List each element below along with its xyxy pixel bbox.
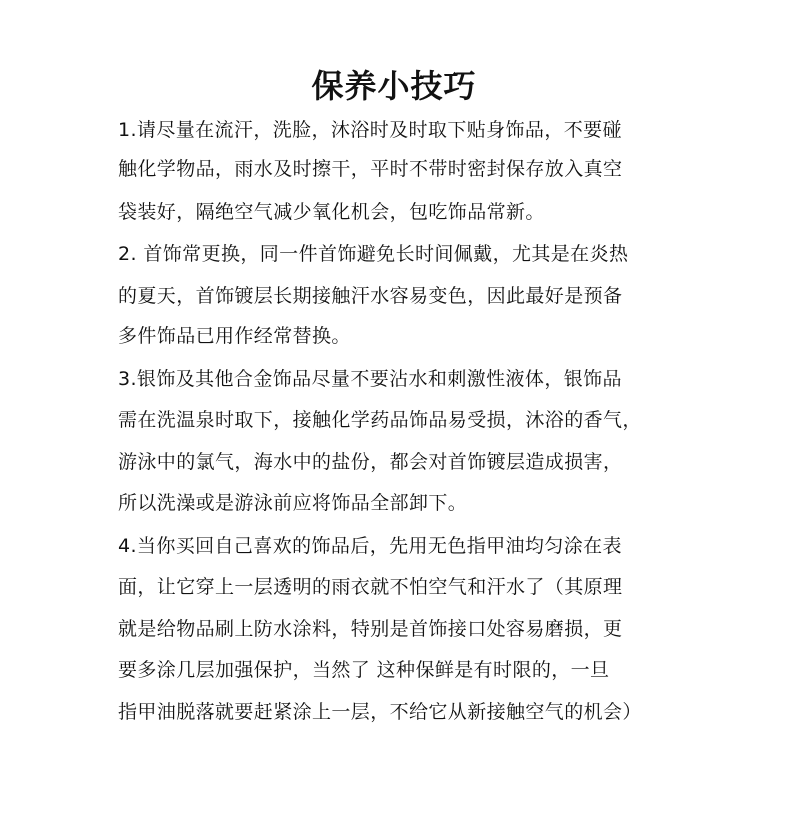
text-line: 的夏天，首饰镀层长期接触汗水容易变色，因此最好是预备 — [118, 285, 623, 307]
text-line: 就是给物品刷上防水涂料，特别是首饰接口处容易磨损，更 — [118, 618, 623, 640]
text-line: 2. 首饰常更换，同一件首饰避免长时间佩戴，尤其是在炎热 — [118, 243, 629, 265]
page-title: 保养小技巧 — [311, 67, 477, 105]
text-line: 1.请尽量在流汗，洗脸，沐浴时及时取下贴身饰品，不要碰 — [118, 119, 622, 141]
text-line: 触化学物品，雨水及时擦干，平时不带时密封保存放入真空 — [118, 158, 623, 180]
text-line: 要多涂几层加强保护，当然了 这种保鲜是有时限的，一旦 — [118, 659, 610, 681]
text-line: 游泳中的氯气，海水中的盐份，都会对首饰镀层造成损害， — [118, 451, 623, 473]
text-line: 所以洗澡或是游泳前应将饰品全部卸下。 — [118, 492, 468, 514]
text-line: 袋装好，隔绝空气减少氧化机会，包吃饰品常新。 — [118, 201, 545, 223]
text-line: 需在洗温泉时取下，接触化学药品饰品易受损，沐浴的香气， — [118, 409, 642, 431]
text-line: 面，让它穿上一层透明的雨衣就不怕空气和汗水了（其原理 — [118, 576, 623, 598]
text-line: 多件饰品已用作经常替换。 — [118, 325, 351, 347]
text-line: 4.当你买回自己喜欢的饰品后，先用无色指甲油均匀涂在表 — [118, 535, 622, 557]
text-line: 3.银饰及其他合金饰品尽量不要沾水和刺激性液体，银饰品 — [118, 368, 622, 390]
text-line: 指甲油脱落就要赶紧涂上一层，不给它从新接触空气的机会） — [118, 701, 642, 723]
